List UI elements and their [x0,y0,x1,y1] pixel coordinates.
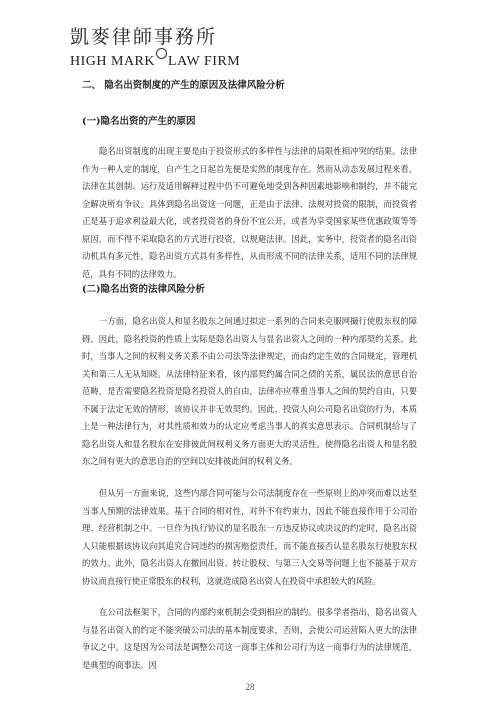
firm-name-right: LAW FIRM [168,54,241,69]
paragraph-risks-1: 一方面，隐名出资人和显名股东之间通过拟定一系列的合同来克服网撮行使股东权的障碍。因此，隐名投资的性质上实际是隐名出资人与显名出资人之间的一种内部契约关系。此时，当事人之间的权利义务关系不由公司法等法律规定，而由约定生效的合同规定，管理机关和第三人无从知晓。从法律特征来看，该内部契约属合同之债的关系，属民法的意思自治范畴，是否需要隐名投资是隐名投资人的自由，法律亦应尊重当事人之间的契约自由，只要不属于法定无效的情形，该协议并非无效契约。因此，投资人向公司隐名出资的行为，本质上是一种法律行为，对其性质和效力的认定应考虑当事人的真实意思表示。合同机制给与了隐名出资人和显名股东在安排彼此间权利义务方面更大的灵活性。使得隐名出资人和显名股东之间有更大的意思自治的空间以安排彼此间的权利义务。 [82,316,417,466]
paragraph-risks-2: 但从另一方面来说，这些内部合同可能与公司法制度存在一些原则上的冲突而难以达至当事人预期的法律效果。基于合同的相对性，对外不有约束力，因此不能直接作用于公司治理、经营机制之中。一旦作为执行协议的显名股东一方违反协议或决议的约定时，隐名出资人只能根据该协议向其追究合同违约的损害赔偿责任，而不能直接否认显名股东行使股东权的效力。此外，隐名出资人在撤回出资、转让股权、与第三人交易等问题上也不能基于双方协议而直接行使正常股东的权利，这就造成隐名出资人在投资中承担较大的风险。 [82,488,417,586]
firm-logo-english [70,48,240,70]
page-number: 28 [245,682,255,692]
section-title: 二、 隐名出资制度的产生的原因及法律风险分析 [82,80,285,91]
subsection-title-risks: (二)隐名出资的法律风险分析 [82,284,205,295]
firm-logo-chinese: 凱麥律師事務所 [70,26,218,48]
firm-name-left: HIGH MARK [70,54,155,69]
paragraph-risks-3: 在公司法框架下，合同的内部约束机制会受到相应的制约。很多学者指出，隐名出资人与显名出资人的约定不能突破公司法的基本制度要求，否则，会使公司运营陷入更大的法律争议之中。这是因为公司法是调整公司这一商事主体和公司行为这一商事行为的法律规范，是典型的商事法。因 [82,607,417,670]
subsection-title-reasons: (一)隐名出资的产生的原因 [82,116,196,127]
paragraph-reasons: 隐名出资制度的出现主要是由于投资形式的多样性与法律的局限性相冲突的结果。法律作为一种人定的制度，自产生之日起首先便是实然的制度存在。然而从动态发展过程来看，法律在其创制、运行及适用解释过程中仍不可避免地受到各种因素地影响和制约，并不能完全解决所有争议。具体到隐名出资这一问题，正是由于法律、法规对投资的限制，而投资者正是基于追求利益最大化，或者投资者的身份不宜公开，或者为享受国家某些优惠政策等等原因，而不得不采取隐名的方式进行投资，以规避法律。因此，实务中，投资者的隐名出资动机具有多元性，隐名出资方式具有多样性，从而形成不同的法律关系，适用不同的法律规范，具有不同的法律效力。 [82,146,417,279]
logo-mark-icon [156,48,167,59]
